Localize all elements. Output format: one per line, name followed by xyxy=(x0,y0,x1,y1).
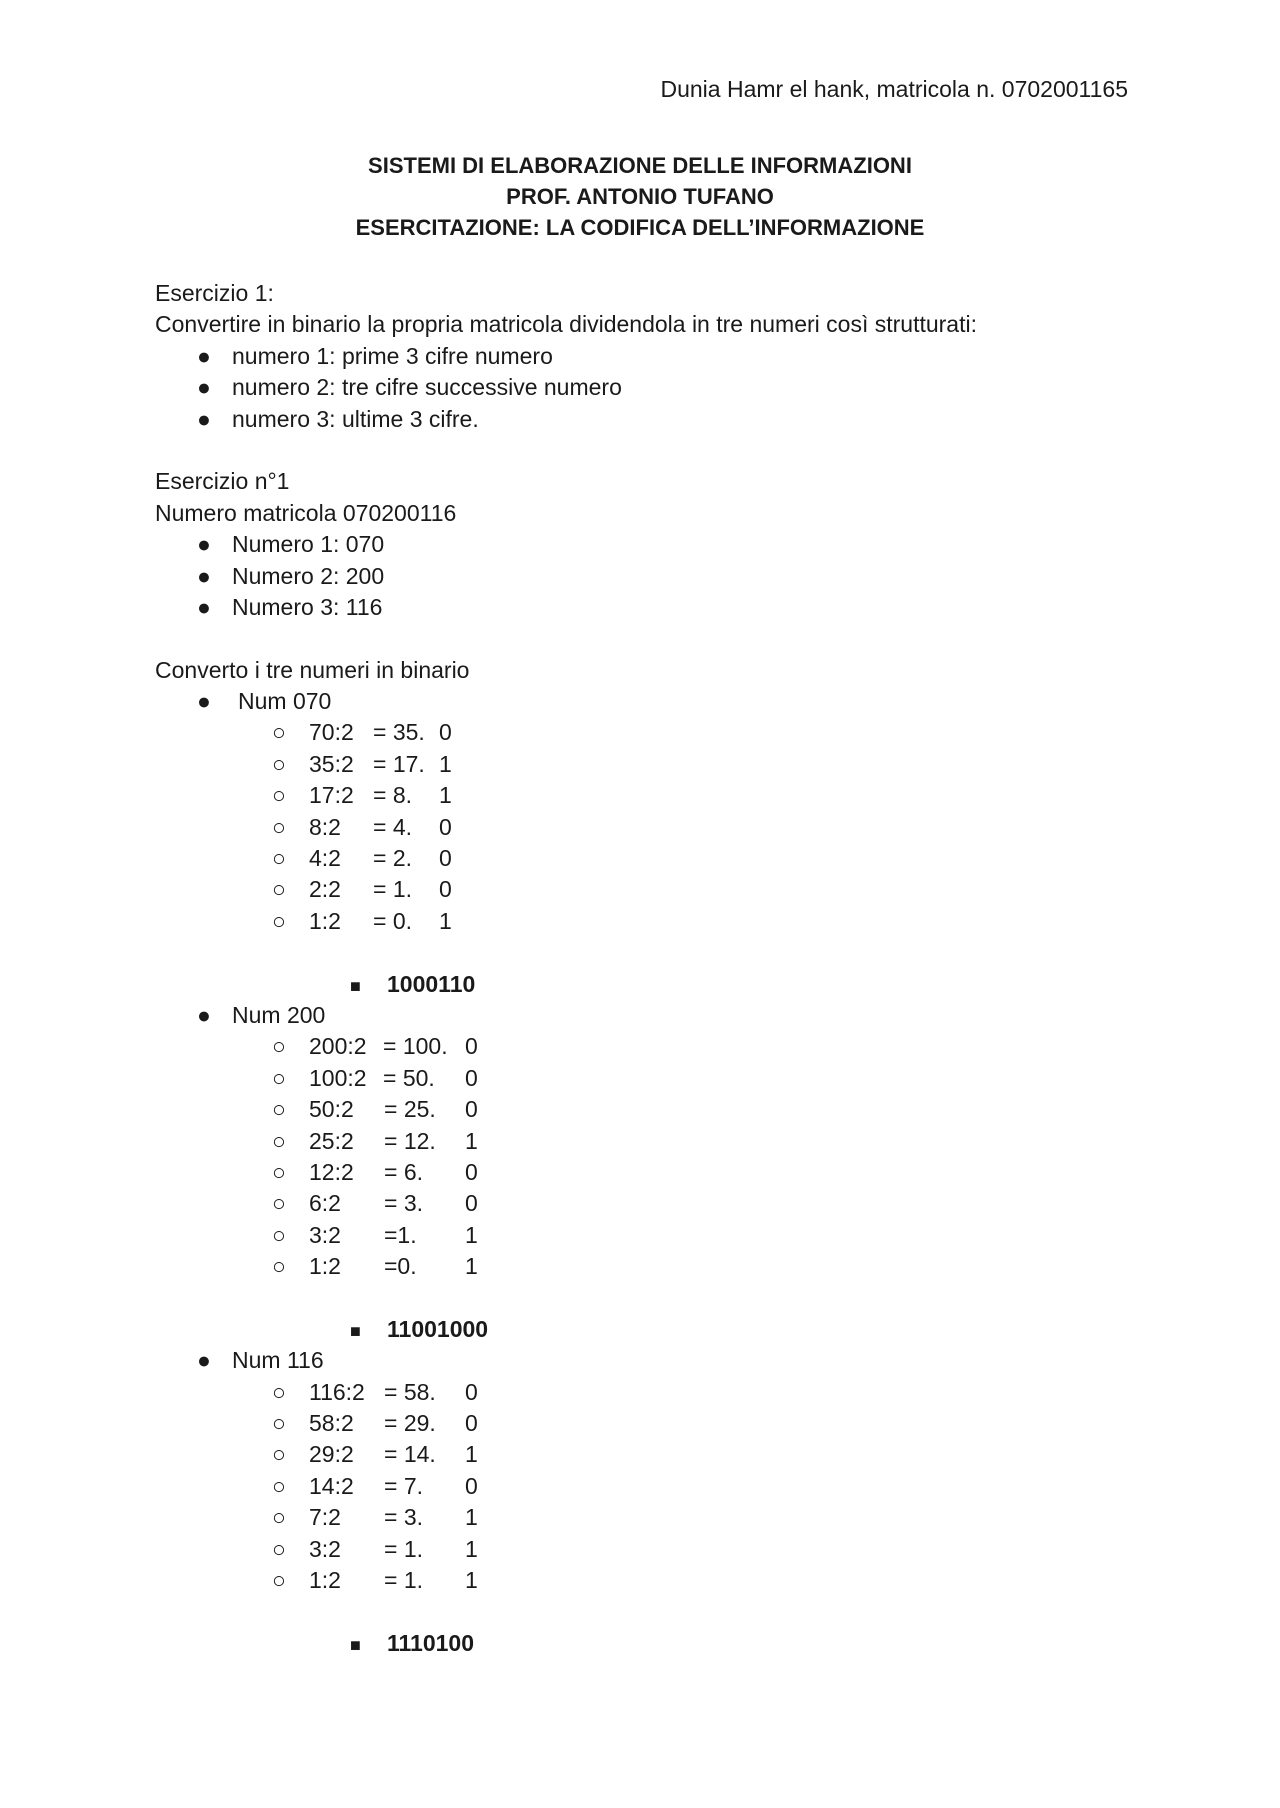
bullet-icon: ● xyxy=(197,531,211,558)
exercise-text: Convertire in binario la propria matricola dividendola in tre numeri così strutturati: xyxy=(155,311,977,338)
spacer xyxy=(155,1596,1135,1627)
bullet-icon: ● xyxy=(197,1001,211,1028)
division-step: ○ 12:2 = 6. 0 xyxy=(155,1157,1135,1188)
list-item xyxy=(155,404,1135,435)
division-step: ○ 70:2 = 35. 0 xyxy=(155,717,1135,748)
spacer xyxy=(155,435,1135,466)
bullet-icon: ● xyxy=(197,593,211,620)
binary-result xyxy=(155,969,1135,1000)
convert-heading: Converto i tre numeri in binario xyxy=(155,656,470,683)
circle-bullet-icon: ○ xyxy=(272,1535,286,1562)
conversion-label-text: Num 200 xyxy=(232,1001,326,1028)
division-step: ○ 29:2 = 14. 1 xyxy=(155,1439,1135,1470)
circle-bullet-icon: ○ xyxy=(272,1504,286,1531)
division-step: ○ 6:2 = 3. 0 xyxy=(155,1188,1135,1219)
list-item-text: Numero 3: 116 xyxy=(232,593,383,620)
circle-bullet-icon: ○ xyxy=(272,1033,286,1060)
division-step: ○ 1:2 =0. 1 xyxy=(155,1251,1135,1282)
spacer xyxy=(155,1283,1135,1314)
circle-bullet-icon: ○ xyxy=(272,1096,286,1123)
circle-bullet-icon: ○ xyxy=(272,1378,286,1405)
division-step: ○ 14:2 = 7. 0 xyxy=(155,1471,1135,1502)
circle-bullet-icon: ○ xyxy=(272,1127,286,1154)
conversion-label-text: Num 116 xyxy=(232,1347,324,1374)
list-item xyxy=(155,592,1135,623)
circle-bullet-icon: ○ xyxy=(272,782,286,809)
circle-bullet-icon: ○ xyxy=(272,845,286,872)
conversion-label xyxy=(155,1345,1135,1376)
circle-bullet-icon: ○ xyxy=(272,1158,286,1185)
conversion-label xyxy=(155,686,1135,717)
division-step: ○ 7:2 = 3. 1 xyxy=(155,1502,1135,1533)
circle-bullet-icon: ○ xyxy=(272,1441,286,1468)
bullet-icon: ● xyxy=(197,374,211,401)
division-step: ○ 3:2 = 1. 1 xyxy=(155,1534,1135,1565)
circle-bullet-icon: ○ xyxy=(272,876,286,903)
bullet-icon: ● xyxy=(197,562,211,589)
list-item xyxy=(155,561,1135,592)
circle-bullet-icon: ○ xyxy=(272,1472,286,1499)
spacer xyxy=(155,623,1135,654)
division-step: ○ 17:2 = 8. 1 xyxy=(155,780,1135,811)
division-step: ○ 35:2 = 17. 1 xyxy=(155,749,1135,780)
circle-bullet-icon: ○ xyxy=(272,719,286,746)
list-item-text: numero 3: ultime 3 cifre. xyxy=(232,405,479,432)
list-item xyxy=(155,341,1135,372)
bullet-icon: ● xyxy=(197,688,211,715)
circle-bullet-icon: ○ xyxy=(272,1410,286,1437)
division-step: ○ 1:2 = 1. 1 xyxy=(155,1565,1135,1596)
division-step: ○ 8:2 = 4. 0 xyxy=(155,812,1135,843)
circle-bullet-icon: ○ xyxy=(272,1253,286,1280)
list-item-text: numero 2: tre cifre successive numero xyxy=(232,374,622,401)
binary-result-value: 11001000 xyxy=(387,1315,489,1342)
list-item-text: Numero 2: 200 xyxy=(232,562,385,589)
binary-result-value: 1000110 xyxy=(387,970,476,997)
circle-bullet-icon: ○ xyxy=(272,1190,286,1217)
header-note: Dunia Hamr el hank, matricola n. 0702001165 xyxy=(660,76,1128,102)
list-item xyxy=(155,529,1135,560)
bullet-icon: ● xyxy=(197,342,211,369)
document-body xyxy=(155,278,1135,1659)
list-item-text: numero 1: prime 3 cifre numero xyxy=(232,342,553,369)
list-item xyxy=(155,372,1135,403)
circle-bullet-icon: ○ xyxy=(272,1567,286,1594)
bullet-icon: ● xyxy=(197,405,211,432)
division-step: ○ 25:2 = 12. 1 xyxy=(155,1126,1135,1157)
division-step: ○ 50:2 = 25. 0 xyxy=(155,1094,1135,1125)
circle-bullet-icon: ○ xyxy=(272,1221,286,1248)
division-step: ○ 100:2 = 50. 0 xyxy=(155,1063,1135,1094)
spacer xyxy=(155,937,1135,968)
title-line: PROF. ANTONIO TUFANO xyxy=(506,184,774,209)
division-step: ○ 200:2 = 100. 0 xyxy=(155,1031,1135,1062)
square-bullet-icon: ■ xyxy=(350,975,361,996)
list-item-text: Numero 1: 070 xyxy=(232,531,385,558)
division-step: ○ 2:2 = 1. 0 xyxy=(155,874,1135,905)
division-step: ○ 58:2 = 29. 0 xyxy=(155,1408,1135,1439)
circle-bullet-icon: ○ xyxy=(272,907,286,934)
exercise-heading: Esercizio 1: xyxy=(155,280,274,306)
division-step: ○ 1:2 = 0. 1 xyxy=(155,906,1135,937)
binary-result-value: 1110100 xyxy=(387,1629,475,1656)
square-bullet-icon: ■ xyxy=(350,1320,361,1341)
solution-heading: Esercizio n°1 xyxy=(155,468,290,495)
circle-bullet-icon: ○ xyxy=(272,750,286,777)
matricola-line: Numero matricola 070200116 xyxy=(155,499,457,526)
binary-result xyxy=(155,1628,1135,1659)
conversion-label-text: Num 070 xyxy=(238,688,332,715)
title-block xyxy=(0,150,1280,243)
circle-bullet-icon: ○ xyxy=(272,813,286,840)
binary-result xyxy=(155,1314,1135,1345)
division-step: ○ 116:2 = 58. 0 xyxy=(155,1377,1135,1408)
square-bullet-icon: ■ xyxy=(350,1634,361,1655)
title-line: SISTEMI DI ELABORAZIONE DELLE INFORMAZIONI xyxy=(368,153,912,178)
division-step: ○ 4:2 = 2. 0 xyxy=(155,843,1135,874)
bullet-icon: ● xyxy=(197,1347,211,1374)
title-line: ESERCITAZIONE: LA CODIFICA DELL’INFORMAZIONE xyxy=(355,215,925,240)
conversion-label xyxy=(155,1000,1135,1031)
circle-bullet-icon: ○ xyxy=(272,1064,286,1091)
division-step: ○ 3:2 =1. 1 xyxy=(155,1220,1135,1251)
